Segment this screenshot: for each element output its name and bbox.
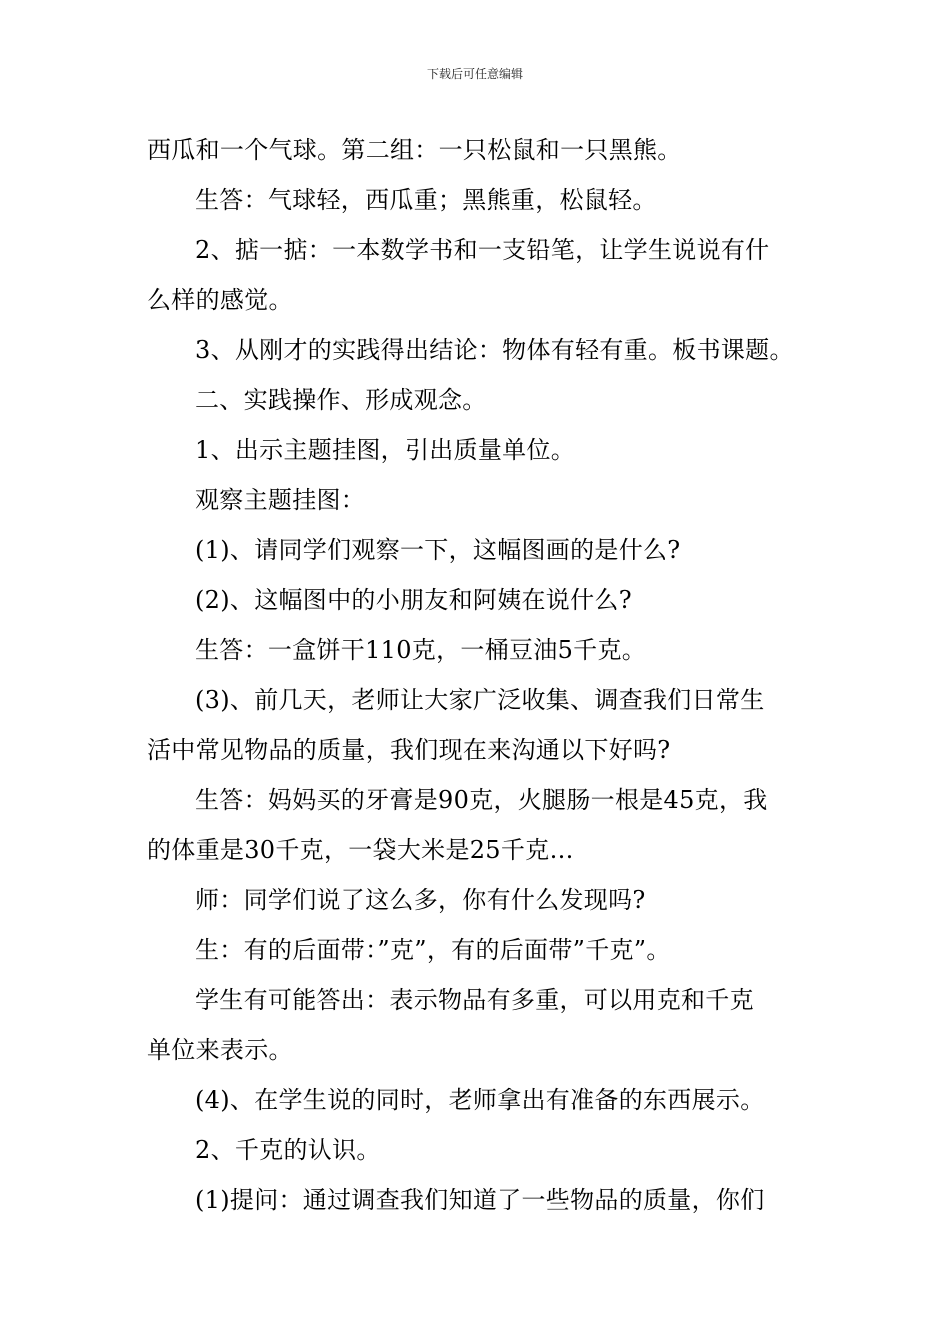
paragraph-line: 生答：妈妈买的牙膏是90克，火腿肠一根是45克，我	[195, 786, 768, 814]
document-body	[147, 125, 812, 1225]
paragraph-line: (1)、请同学们观察一下，这幅图画的是什么?	[195, 536, 681, 564]
paragraph-line: 生答：气球轻，西瓜重；黑熊重，松鼠轻。	[195, 186, 657, 214]
paragraph-line: 观察主题挂图：	[195, 486, 366, 514]
paragraph-line: (4)、在学生说的同时，老师拿出有准备的东西展示。	[195, 1086, 765, 1114]
paragraph-line: 活中常见物品的质量，我们现在来沟通以下好吗?	[147, 736, 671, 764]
paragraph-line: 么样的感觉。	[147, 286, 293, 314]
paragraph-line: 生答：一盒饼干110克，一桶豆油5千克。	[195, 636, 647, 664]
section-heading: 二、实践操作、形成观念。	[195, 386, 487, 414]
paragraph-line: (1)提问：通过调查我们知道了一些物品的质量，你们	[195, 1186, 765, 1214]
paragraph-line: 3、从刚才的实践得出结论：物体有轻有重。板书课题。	[195, 336, 794, 364]
paragraph-line: (3)、前几天，老师让大家广泛收集、调查我们日常生	[195, 686, 765, 714]
paragraph-line: 2、掂一掂：一本数学书和一支铅笔，让学生说说有什	[195, 236, 770, 264]
paragraph-line: 师：同学们说了这么多，你有什么发现吗?	[195, 886, 646, 914]
paragraph-line: 的体重是30千克，一袋大米是25千克…	[147, 836, 574, 864]
paragraph-line: (2)、这幅图中的小朋友和阿姨在说什么?	[195, 586, 632, 614]
paragraph-line: 生：有的后面带：”克”，有的后面带”千克”。	[195, 936, 671, 964]
paragraph-line: 2、千克的认识。	[195, 1136, 381, 1164]
paragraph-line: 西瓜和一个气球。第二组：一只松鼠和一只黑熊。	[147, 136, 682, 164]
paragraph-line: 1、出示主题挂图，引出质量单位。	[195, 436, 576, 464]
paragraph-line: 单位来表示。	[147, 1036, 293, 1064]
paragraph-line: 学生有可能答出：表示物品有多重，可以用克和千克	[195, 986, 754, 1014]
page-header: 下载后可任意编辑	[426, 67, 523, 81]
